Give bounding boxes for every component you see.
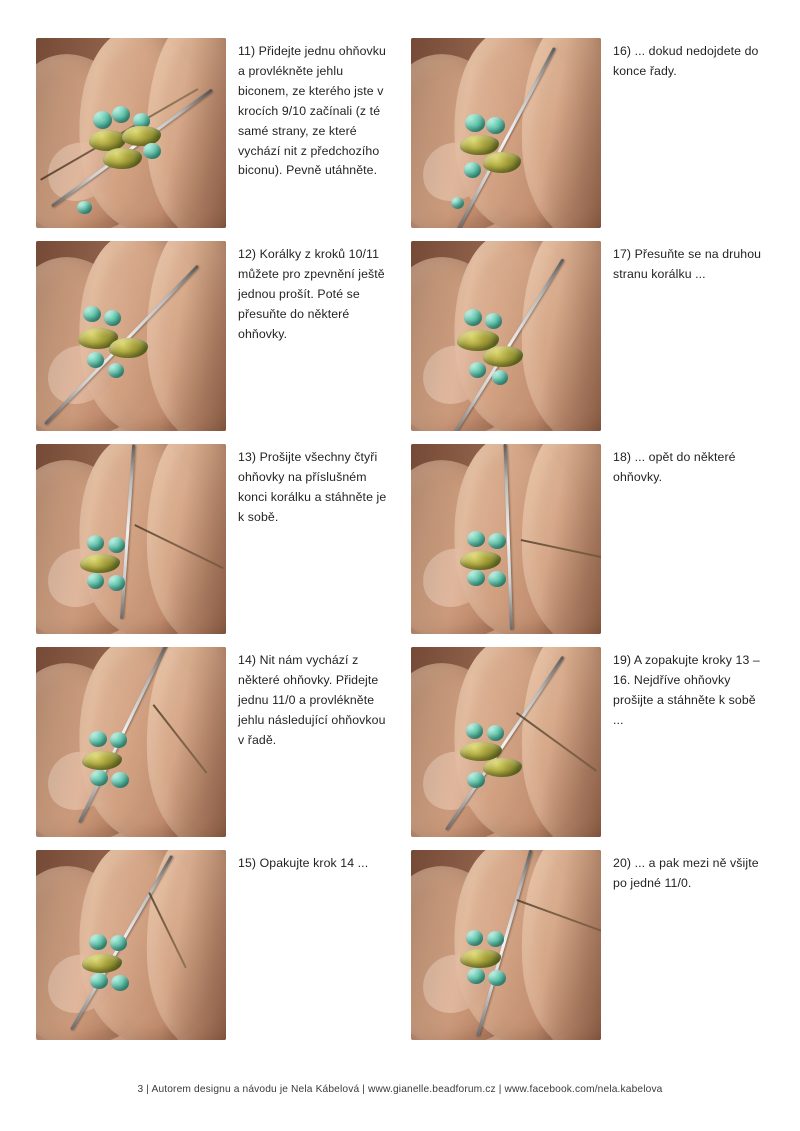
step-12 [36, 241, 389, 431]
photo-vignette [411, 850, 601, 1040]
photo-vignette [36, 241, 226, 431]
page-footer: 3 | Autorem designu a návodu je Nela Kábelová | www.gianelle.beadforum.cz | www.facebook.com/nela.kabelova [137, 1084, 663, 1095]
photo-vignette [411, 444, 601, 634]
step-17 [411, 241, 764, 431]
step-text: 16) ... dokud nedojdete do konce řady. [613, 44, 759, 78]
photo-step-18 [411, 444, 601, 634]
photo-vignette [36, 647, 226, 837]
photo-step-15 [36, 850, 226, 1040]
step-text: 14) Nit nám vychází z některé ohňovky. Přidejte jednu 11/0 a provlékněte jehlu následující ohňovkou v řadě. [238, 653, 386, 747]
photo-vignette [36, 850, 226, 1040]
steps-grid [36, 38, 764, 1040]
step-19 [411, 647, 764, 837]
step-text: 17) Přesuňte se na druhou stranu korálku ... [613, 247, 762, 281]
photo-step-12 [36, 241, 226, 431]
step-11 [36, 38, 389, 228]
step-text: 12) Korálky z kroků 10/11 můžete pro zpevnění ještě jednou prošít. Poté se přesuňte do některé ohňovky. [238, 247, 385, 341]
step-text: 19) A zopakujte kroky 13 – 16. Nejdříve ohňovky prošijte a stáhněte k sobě ... [613, 653, 760, 727]
photo-vignette [411, 38, 601, 228]
step-text: 15) Opakujte krok 14 ... [238, 856, 369, 870]
step-20 [411, 850, 764, 1040]
step-text: 11) Přidejte jednu ohňovku a provlékněte jehlu biconem, ze kterého jste v krocích 9/10 začínali (z té samé strany, ze které vychází nit z předchozího biconu). Pevně utáhněte. [238, 44, 386, 178]
step-13 [36, 444, 389, 634]
step-16 [411, 38, 764, 228]
photo-step-20 [411, 850, 601, 1040]
photo-step-11 [36, 38, 226, 228]
step-15 [36, 850, 389, 1040]
photo-step-13 [36, 444, 226, 634]
step-text: 18) ... opět do některé ohňovky. [613, 450, 736, 484]
photo-vignette [36, 444, 226, 634]
step-text: 20) ... a pak mezi ně všijte po jedné 11/0. [613, 856, 759, 890]
step-text: 13) Prošijte všechny čtyři ohňovky na příslušném konci korálku a stáhněte je k sobě. [238, 450, 387, 524]
step-18 [411, 444, 764, 634]
photo-step-16 [411, 38, 601, 228]
photo-vignette [411, 647, 601, 837]
photo-step-14 [36, 647, 226, 837]
photo-step-19 [411, 647, 601, 837]
photo-vignette [411, 241, 601, 431]
photo-step-17 [411, 241, 601, 431]
photo-vignette [36, 38, 226, 228]
step-14 [36, 647, 389, 837]
